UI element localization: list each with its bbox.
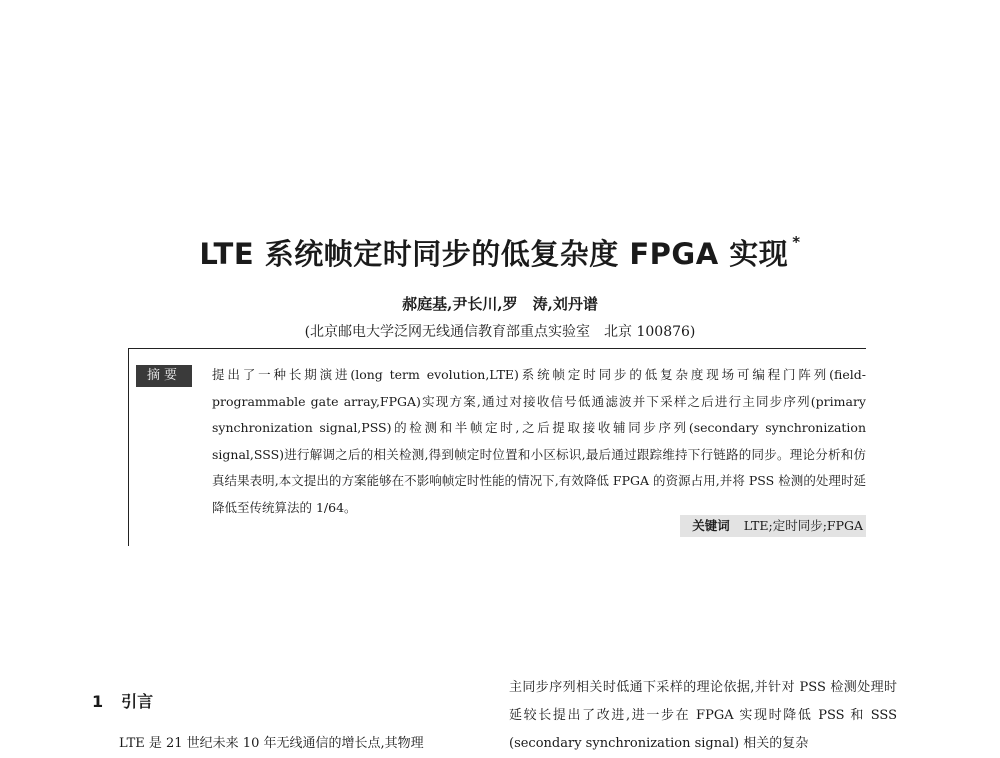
abstract-left-rule [128, 348, 129, 546]
body-left-column: LTE 是 21 世纪未来 10 年无线通信的增长点,其物理 [119, 736, 424, 751]
section-title: 引言 [121, 692, 154, 711]
keywords-value: LTE;定时同步;FPGA [743, 518, 863, 533]
keywords-bar [680, 515, 866, 537]
body-right-column: 主同步序列相关时低通下采样的理论依据,并针对 PSS 检测处理时延较长提出了改进,进一步在 FPGA 实现时降低 PSS 和 SSS (secondary synchronization signal) 相关的复杂 [509, 680, 897, 751]
abstract-tag: 摘要 [136, 365, 192, 387]
section-heading [92, 689, 153, 712]
title-footnote-mark: * [792, 233, 801, 252]
abstract-top-rule [128, 348, 866, 349]
paper-title [0, 232, 1000, 273]
paper-title-text: LTE 系统帧定时同步的低复杂度 FPGA 实现 [199, 237, 789, 271]
paper-affiliation: (北京邮电大学泛网无线通信教育部重点实验室 北京 100876) [304, 324, 696, 340]
paper-authors: 郝庭基,尹长川,罗 涛,刘丹谱 [402, 295, 598, 313]
keywords-label: 关键词 [692, 518, 730, 533]
section-number: 1 [92, 692, 104, 711]
abstract-text: 提出了一种长期演进(long term evolution,LTE)系统帧定时同步的低复杂度现场可编程门阵列(field-programmable gate array,FPGA)实现方案,通过对接收信号低通滤波并下采样之后进行主同步序列(primary synchronization signal,PSS)的检测和半帧定时,之后提取接收辅同步序列(secondary synchronization signal,SSS)进行解调之后的相关检测,得到帧定时位置和小区标识,最后通过跟踪维持下行链路的同步。理论分析和仿真结果表明,本文提出的方案能够在不影响帧定时性能的情况下,有效降低 FPGA 的资源占用,并将 PSS 检测的处理时延降低至传统算法的 1/64。 [212, 367, 866, 515]
abstract-box [128, 348, 866, 546]
